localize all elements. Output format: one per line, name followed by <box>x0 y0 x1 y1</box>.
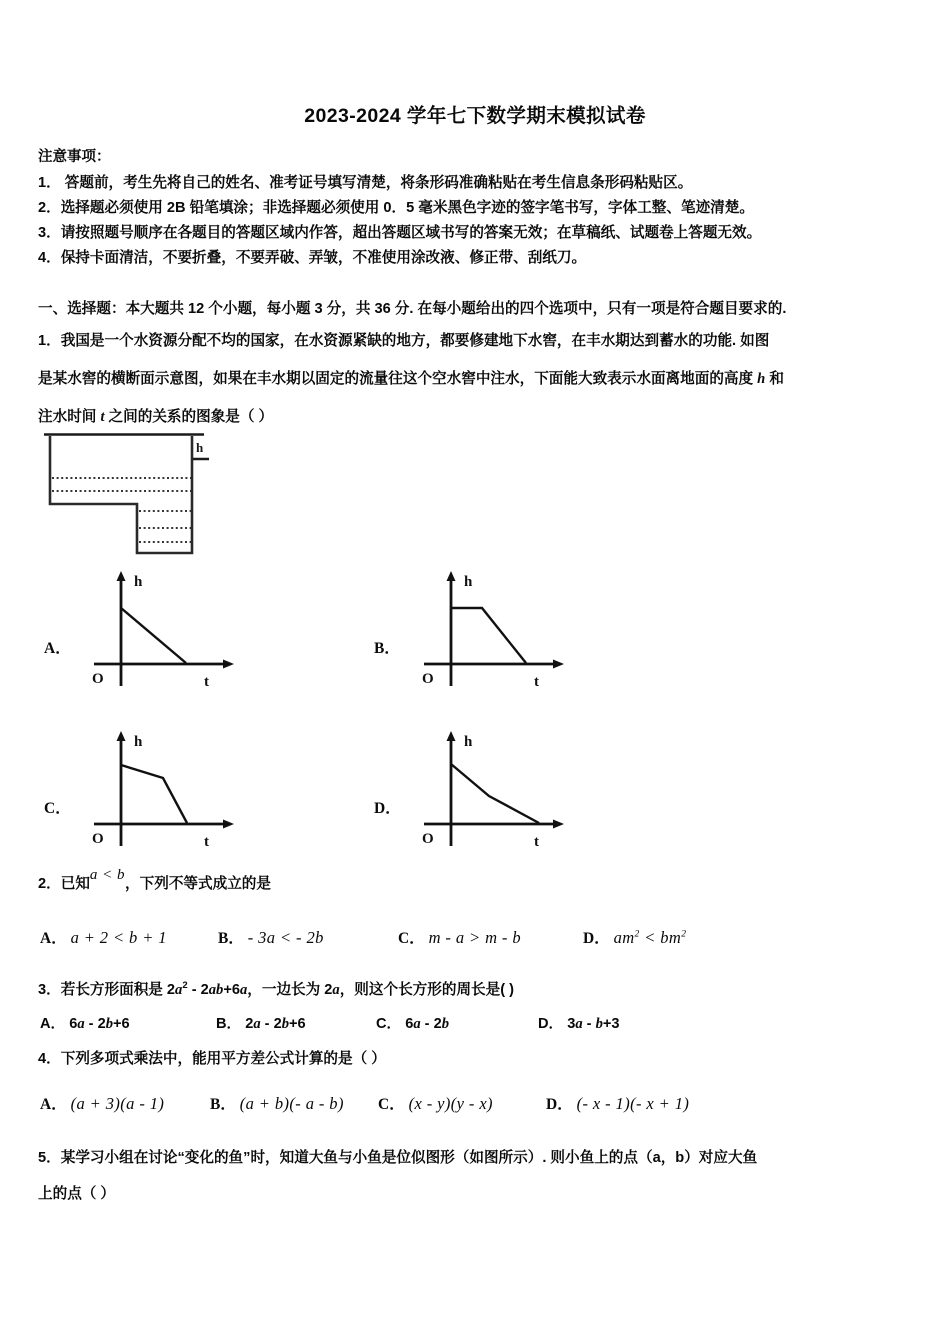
question-5-stem-line2: 上的点（ ） <box>38 1186 116 1202</box>
curve-polyline <box>121 765 187 823</box>
cellar-outline <box>50 436 192 553</box>
curve-polyline <box>451 764 539 823</box>
question-2-option-b[interactable]: B． - 3a < - 2b <box>218 928 324 947</box>
option-d-expression: (- x - 1)(- x + 1) <box>576 1094 690 1113</box>
question-4-number: 4． <box>38 1051 61 1067</box>
option-c-expression: (x - y)(y - x) <box>408 1094 493 1113</box>
question-3-option-c[interactable]: C． 6a - 2b <box>376 1016 450 1032</box>
option-b-graph-svg <box>394 568 644 693</box>
question-2-options <box>38 920 928 954</box>
question-1-stem-part1: 我国是一个水资源分配不均的国家，在水资源紧缺的地方，都要修建地下水窖，在丰水期达到蓄水的功能. 如图 <box>60 333 770 349</box>
y-axis-arrow <box>447 571 456 581</box>
question-4-option-a[interactable]: A． (a + 3)(a - 1) <box>40 1094 165 1113</box>
y-axis-label-h: h <box>134 734 143 750</box>
question-1-option-b[interactable] <box>374 568 674 693</box>
question-1-stem-part5: 之间的关系的图象是（ ） <box>104 409 274 425</box>
question-4-option-b[interactable]: B． (a + b)(- a - b) <box>210 1094 344 1113</box>
question-3-number: 3． <box>38 982 61 998</box>
curve-polyline <box>451 608 526 663</box>
option-b-expression: - 3a < - 2b <box>247 928 324 947</box>
question-2-stem-prefix: 已知 <box>60 876 90 892</box>
question-4-option-c[interactable]: C． (x - y)(y - x) <box>378 1094 493 1113</box>
question-1-var-t: t <box>100 409 105 425</box>
question-2-option-a[interactable]: A． a + 2 < b + 1 <box>40 928 167 947</box>
option-d-letter: D． <box>374 800 401 817</box>
question-5-stem-line1: 某学习小组在讨论“变化的鱼”时，知道大鱼与小鱼是位似图形（如图所示）. 则小鱼上的点（a，b）对应大鱼 <box>60 1150 758 1166</box>
question-1-option-c[interactable] <box>44 728 344 853</box>
question-4-options <box>38 1086 928 1120</box>
curve-segment <box>121 608 186 663</box>
notice-item: 2．选择题必须使用 2B 铅笔填涂；非选择题必须使用 0．5 毫米黑色字迹的签字笔书写，字体工整、笔迹清楚。 <box>38 200 754 216</box>
question-2-number: 2． <box>38 876 61 892</box>
y-axis-label-h: h <box>464 734 473 750</box>
origin-label: O <box>92 671 104 687</box>
x-axis-label-t: t <box>534 674 539 690</box>
question-3-option-a[interactable]: A． 6a - 2b+6 <box>40 1016 130 1032</box>
x-axis-arrow <box>553 660 564 669</box>
option-a-expression: 6a - 2b+6 <box>69 1016 130 1032</box>
option-b-expression: 2a - 2b+6 <box>245 1016 306 1032</box>
question-1-stem-part3: 和 <box>765 371 784 387</box>
question-2-stem <box>38 867 271 893</box>
x-axis-label-t: t <box>204 834 209 850</box>
x-axis-arrow <box>223 660 234 669</box>
page-title: 2023-2024 学年七下数学期末模拟试卷 <box>304 105 646 127</box>
question-1-var-h: h <box>757 371 766 387</box>
question-1-stem-part4: 注水时间 <box>38 409 101 425</box>
option-c-expression: 6a - 2b <box>405 1016 450 1032</box>
y-axis-label-h: h <box>464 574 473 590</box>
option-d-expression: $am^2 < bm^2$ <box>613 928 687 947</box>
water-cellar-cross-section-figure <box>44 432 219 557</box>
question-5-stem <box>38 1140 928 1212</box>
x-axis-arrow <box>223 820 234 829</box>
option-b-expression: (a + b)(- a - b) <box>239 1094 344 1113</box>
question-4-stem-text: 下列多项式乘法中，能用平方差公式计算的是（ ） <box>60 1051 386 1067</box>
question-4-option-d[interactable]: D． (- x - 1)(- x + 1) <box>546 1094 690 1113</box>
option-c-graph-svg <box>64 728 314 853</box>
y-axis-label-h: h <box>134 574 143 590</box>
origin-label: O <box>422 671 434 687</box>
question-5-number: 5． <box>38 1150 61 1166</box>
option-c-letter: C． <box>44 800 71 817</box>
question-3-stem <box>38 978 514 999</box>
question-1-option-a[interactable] <box>44 568 344 693</box>
question-2-condition: a < b <box>89 867 126 883</box>
question-1-stem <box>38 322 926 436</box>
option-a-graph-svg <box>64 568 314 693</box>
origin-label: O <box>92 831 104 847</box>
option-a-letter: A． <box>44 640 71 657</box>
option-c-expression: m - a > m - b <box>428 928 521 947</box>
question-4-stem <box>38 1047 386 1068</box>
y-axis-arrow <box>117 731 126 741</box>
origin-label: O <box>422 831 434 847</box>
height-label-h: h <box>196 440 204 455</box>
y-axis-arrow <box>117 571 126 581</box>
question-1-option-d[interactable] <box>374 728 674 853</box>
question-1-stem-part2: 是某水窖的横断面示意图，如果在丰水期以固定的流量往这个空水窖中注水，下面能大致表示水面离地面的高度 <box>38 371 758 387</box>
question-3-option-b[interactable]: B． 2a - 2b+6 <box>216 1016 306 1032</box>
option-d-graph-svg <box>394 728 644 853</box>
notice-block <box>38 145 918 271</box>
notice-heading: 注意事项： <box>38 149 111 165</box>
question-3-stem-text: 若长方形面积是 $2a^2 - 2ab+6a$，一边长为 2a，则这个长方形的周长是( ) <box>60 980 515 998</box>
y-axis-arrow <box>447 731 456 741</box>
option-d-expression: 3a - b+3 <box>567 1016 620 1032</box>
question-2-stem-suffix: ，下列不等式成立的是 <box>125 876 271 892</box>
question-2-option-c[interactable]: C． m - a > m - b <box>398 928 521 947</box>
option-a-expression: a + 2 < b + 1 <box>70 928 167 947</box>
option-a-expression: (a + 3)(a - 1) <box>70 1094 165 1113</box>
question-2-option-d[interactable]: D． $am^2 < bm^2$ <box>583 928 687 947</box>
question-1-number: 1． <box>38 333 61 349</box>
option-b-letter: B． <box>374 640 400 657</box>
cross-section-svg <box>44 432 219 557</box>
notice-item: 1． 答题前，考生先将自己的姓名、准考证号填写清楚，将条形码准确粘贴在考生信息条形码粘贴区。 <box>38 175 693 191</box>
notice-item: 3．请按照题号顺序在各题目的答题区域内作答，超出答题区域书写的答案无效；在草稿纸、试题卷上答题无效。 <box>38 225 762 241</box>
section-heading: 一、选择题：本大题共 12 个小题，每小题 3 分，共 36 分. 在每小题给出的四个选项中，只有一项是符合题目要求的. <box>38 301 787 317</box>
question-3-options <box>38 1008 928 1038</box>
question-3-option-d[interactable]: D． 3a - b+3 <box>538 1016 620 1032</box>
x-axis-label-t: t <box>204 674 209 690</box>
x-axis-arrow <box>553 820 564 829</box>
notice-item: 4．保持卡面清洁，不要折叠，不要弄破、弄皱，不准使用涂改液、修正带、刮纸刀。 <box>38 250 587 266</box>
x-axis-label-t: t <box>534 834 539 850</box>
